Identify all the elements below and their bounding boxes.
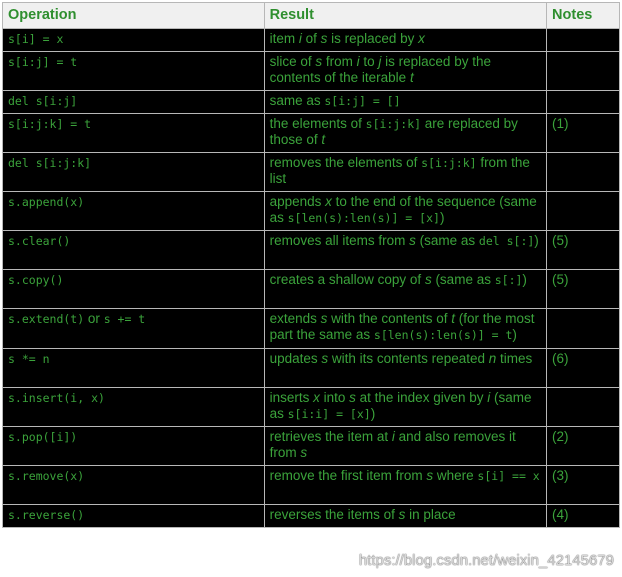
plain-text: from the list [269, 155, 530, 186]
notes-cell: (2) [547, 427, 620, 466]
column-header-notes: Notes [547, 3, 620, 29]
result-cell [264, 153, 546, 192]
table-row [3, 270, 620, 309]
code-text: s.remove(x) [8, 469, 85, 483]
italic-variable: x [325, 194, 332, 209]
notes-cell: (4) [547, 505, 620, 528]
result-cell [264, 349, 546, 388]
plain-text: reverses the items of [269, 507, 399, 522]
code-text: s.clear() [8, 234, 71, 248]
code-text: s.insert(i, x) [8, 391, 105, 405]
table-row [3, 349, 620, 388]
result-cell [264, 231, 546, 270]
code-text: s[:] [494, 273, 523, 287]
plain-text: ) [439, 210, 445, 225]
operation-cell [3, 505, 265, 528]
table-row [3, 466, 620, 505]
code-text: s[i:j:k] [365, 117, 422, 131]
table-header [3, 3, 620, 29]
plain-text: (same as [415, 233, 479, 248]
plain-text: to the end of the sequence (same as [269, 194, 537, 225]
result-cell [264, 388, 546, 427]
table-row [3, 29, 620, 52]
table-body [3, 29, 620, 528]
plain-text: ) [534, 233, 539, 248]
notes-cell: (5) [547, 270, 620, 309]
italic-variable: t [321, 132, 326, 147]
operation-cell [3, 349, 265, 388]
plain-text: of [301, 31, 321, 46]
italic-variable: i [391, 429, 395, 444]
table-row [3, 114, 620, 153]
code-text: s[i:i] = [x] [287, 407, 371, 421]
italic-variable: j [378, 54, 382, 69]
operation-cell [3, 427, 265, 466]
result-cell [264, 270, 546, 309]
italic-variable: i [487, 390, 491, 405]
code-text: s.pop([i]) [8, 430, 78, 444]
italic-variable: s [409, 233, 416, 248]
code-text: s[i:j:k] [421, 156, 477, 170]
notes-cell [547, 388, 620, 427]
italic-variable: t [409, 70, 414, 85]
plain-text: retrieves the item at [269, 429, 392, 444]
result-cell [264, 29, 546, 52]
code-text: s.append(x) [8, 195, 85, 209]
notes-cell [547, 309, 620, 349]
result-cell [264, 52, 546, 91]
italic-variable: i [356, 54, 360, 69]
plain-text: item [269, 31, 299, 46]
plain-text: at the index given by [355, 390, 488, 405]
operation-cell [3, 270, 265, 309]
plain-text: (for the most part the same as [269, 311, 535, 342]
result-cell [264, 505, 546, 528]
plain-text: and also removes it from [269, 429, 516, 460]
table-row [3, 505, 620, 528]
notes-cell [547, 29, 620, 52]
table-row [3, 388, 620, 427]
notes-cell: (6) [547, 349, 620, 388]
code-text: s[i] == x [477, 469, 540, 483]
italic-variable: s [424, 272, 432, 287]
plain-text: with the contents of [327, 311, 452, 326]
plain-text: removes the elements of [269, 155, 422, 170]
plain-text: remove the first item from [269, 468, 427, 483]
result-cell [264, 309, 546, 349]
plain-text: extends [269, 311, 321, 326]
column-header-result: Result [264, 3, 546, 29]
plain-text: ) [512, 327, 517, 342]
plain-text: is replaced by [327, 31, 419, 46]
operation-cell [3, 192, 265, 231]
code-text: del s[i:j:k] [8, 156, 92, 170]
plain-text: (same as [431, 272, 495, 287]
italic-variable: s [398, 507, 406, 522]
plain-text: times [496, 351, 533, 366]
plain-text: is replaced by the contents of the iterable [269, 54, 491, 85]
column-header-operation: Operation [3, 3, 265, 29]
plain-text: or [84, 311, 104, 326]
plain-text: from [322, 54, 357, 69]
italic-variable: s [320, 311, 328, 326]
italic-variable: x [313, 390, 320, 405]
plain-text: updates [269, 351, 322, 366]
operation-cell [3, 466, 265, 505]
plain-text: ) [522, 272, 527, 287]
result-cell [264, 91, 546, 114]
header-row [3, 3, 620, 29]
plain-text: ) [370, 406, 376, 421]
plain-text: to [359, 54, 379, 69]
italic-variable: i [298, 31, 302, 46]
code-text: s.reverse() [8, 508, 85, 522]
notes-cell: (5) [547, 231, 620, 270]
italic-variable: s [349, 390, 356, 405]
plain-text: (same as [269, 390, 532, 421]
table-row [3, 427, 620, 466]
plain-text: appends [269, 194, 326, 209]
plain-text: removes all items from [269, 233, 410, 248]
code-text: s[i:j] = t [8, 55, 78, 69]
operation-cell [3, 52, 265, 91]
code-text: del s[i:j] [8, 94, 78, 108]
plain-text: where [433, 468, 478, 483]
italic-variable: s [315, 54, 323, 69]
code-text: del s[:] [478, 234, 535, 248]
plain-text: in place [405, 507, 456, 522]
plain-text: same as [269, 93, 325, 108]
code-text: s[i:j:k] = t [8, 117, 92, 131]
notes-cell: (3) [547, 466, 620, 505]
table-row [3, 309, 620, 349]
operation-cell [3, 114, 265, 153]
plain-text: inserts [269, 390, 314, 405]
table-row [3, 231, 620, 270]
table-row [3, 153, 620, 192]
italic-variable: x [418, 31, 425, 46]
italic-variable: s [321, 351, 329, 366]
plain-text: with its contents repeated [328, 351, 489, 366]
operation-cell [3, 153, 265, 192]
code-text: s.extend(t) [8, 312, 85, 326]
result-cell [264, 427, 546, 466]
plain-text: creates a shallow copy of [269, 272, 425, 287]
italic-variable: s [426, 468, 434, 483]
notes-cell: (1) [547, 114, 620, 153]
notes-cell [547, 153, 620, 192]
result-cell [264, 466, 546, 505]
italic-variable: s [300, 445, 308, 460]
italic-variable: t [451, 311, 455, 326]
plain-text: the elements of [269, 116, 366, 131]
table-row [3, 52, 620, 91]
result-cell [264, 114, 546, 153]
table-row [3, 192, 620, 231]
notes-cell [547, 192, 620, 231]
operation-cell [3, 231, 265, 270]
italic-variable: n [488, 351, 497, 366]
code-text: s[len(s):len(s)] = t [373, 328, 513, 342]
code-text: s *= n [8, 352, 50, 366]
table-row [3, 91, 620, 114]
code-text: s += t [103, 312, 146, 326]
plain-text: slice of [269, 54, 316, 69]
notes-cell [547, 91, 620, 114]
result-cell [264, 192, 546, 231]
operation-cell [3, 29, 265, 52]
watermark-text: https://blog.csdn.net/weixin_42145679 [358, 552, 614, 569]
code-text: s.copy() [8, 273, 64, 287]
operation-cell [3, 309, 265, 349]
operation-cell [3, 388, 265, 427]
italic-variable: s [320, 31, 328, 46]
code-text: s[i:j] = [] [324, 94, 401, 108]
notes-cell [547, 52, 620, 91]
sequence-operations-table [2, 2, 620, 528]
plain-text: are replaced by those of [269, 116, 518, 147]
code-text: s[i] = x [8, 32, 64, 46]
plain-text: into [319, 390, 350, 405]
operation-cell [3, 91, 265, 114]
code-text: s[len(s):len(s)] = [x] [287, 211, 440, 225]
